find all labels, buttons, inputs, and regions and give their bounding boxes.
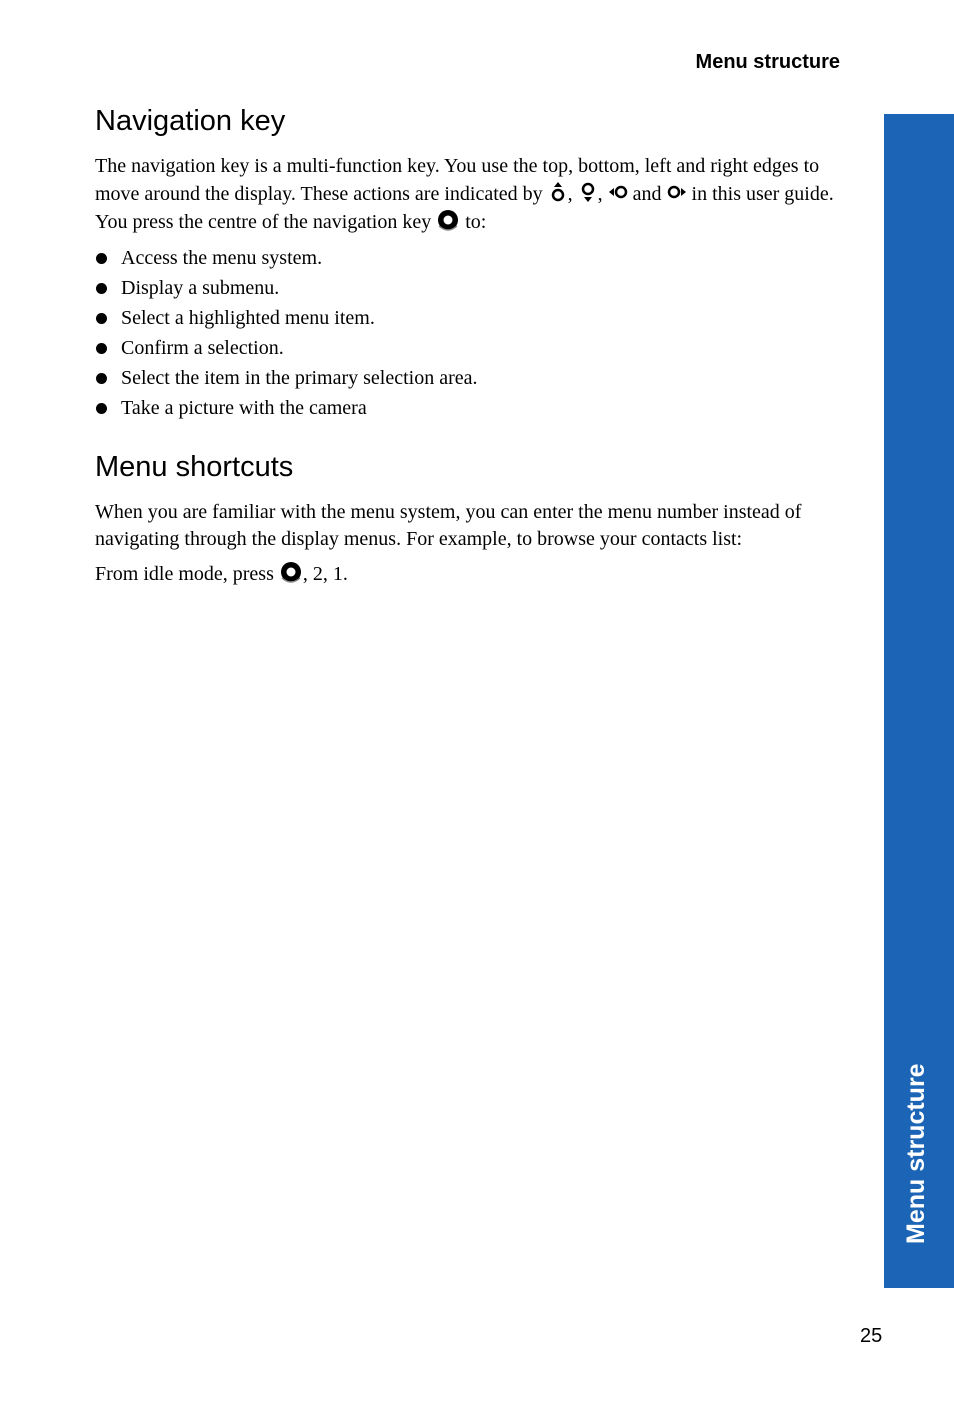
example-suffix: , 2, 1. (302, 562, 348, 585)
nav-right-icon (667, 181, 687, 203)
intro-text-3: to: (460, 211, 487, 233)
bullet-icon (96, 403, 107, 414)
list-item: Select the item in the primary selection area. (95, 363, 840, 393)
menu-shortcuts-heading: Menu shortcuts (95, 450, 294, 483)
list-item: Take a picture with the camera (95, 393, 840, 423)
and-word: and (627, 182, 667, 205)
navigation-key-heading: Navigation key (95, 105, 286, 137)
side-tab-label: Menu structure (902, 1063, 930, 1244)
page-number: 25 (860, 1325, 883, 1347)
example-prefix: From idle mode, press (95, 562, 279, 585)
list-item: Display a submenu. (95, 273, 840, 303)
bullet-icon (96, 253, 107, 264)
intro-text-2: in this user guide. You press the centre of the navigation key (95, 182, 834, 233)
intro-text-1: The navigation key is a multi-function key. You use the top, bottom, left and right edges to move around the display. These actions are indicated by (95, 155, 820, 205)
nav-centre-icon (436, 208, 460, 234)
list-item: Select a highlighted menu item. (95, 303, 840, 333)
navigation-key-intro (95, 153, 840, 237)
sep-2: , (597, 182, 608, 205)
bullet-icon (96, 313, 107, 324)
bullet-icon (96, 343, 107, 354)
menu-shortcuts-example (95, 560, 840, 589)
sep-1: , (567, 182, 578, 205)
page-content (95, 101, 840, 594)
side-tab (884, 114, 954, 1288)
running-head: Menu structure (695, 51, 840, 73)
bullet-icon (96, 373, 107, 384)
nav-down-icon (578, 181, 598, 203)
nav-up-icon (548, 181, 568, 203)
list-item: Confirm a selection. (95, 333, 840, 363)
navigation-key-list (95, 243, 840, 423)
nav-left-icon (608, 181, 628, 203)
nav-centre-icon (279, 560, 303, 586)
list-item: Access the menu system. (95, 243, 840, 273)
menu-shortcuts-paragraph: When you are familiar with the menu system, you can enter the menu number instead of navigating through the display menus. For example, to browse your contacts list: (95, 500, 802, 550)
bullet-icon (96, 283, 107, 294)
